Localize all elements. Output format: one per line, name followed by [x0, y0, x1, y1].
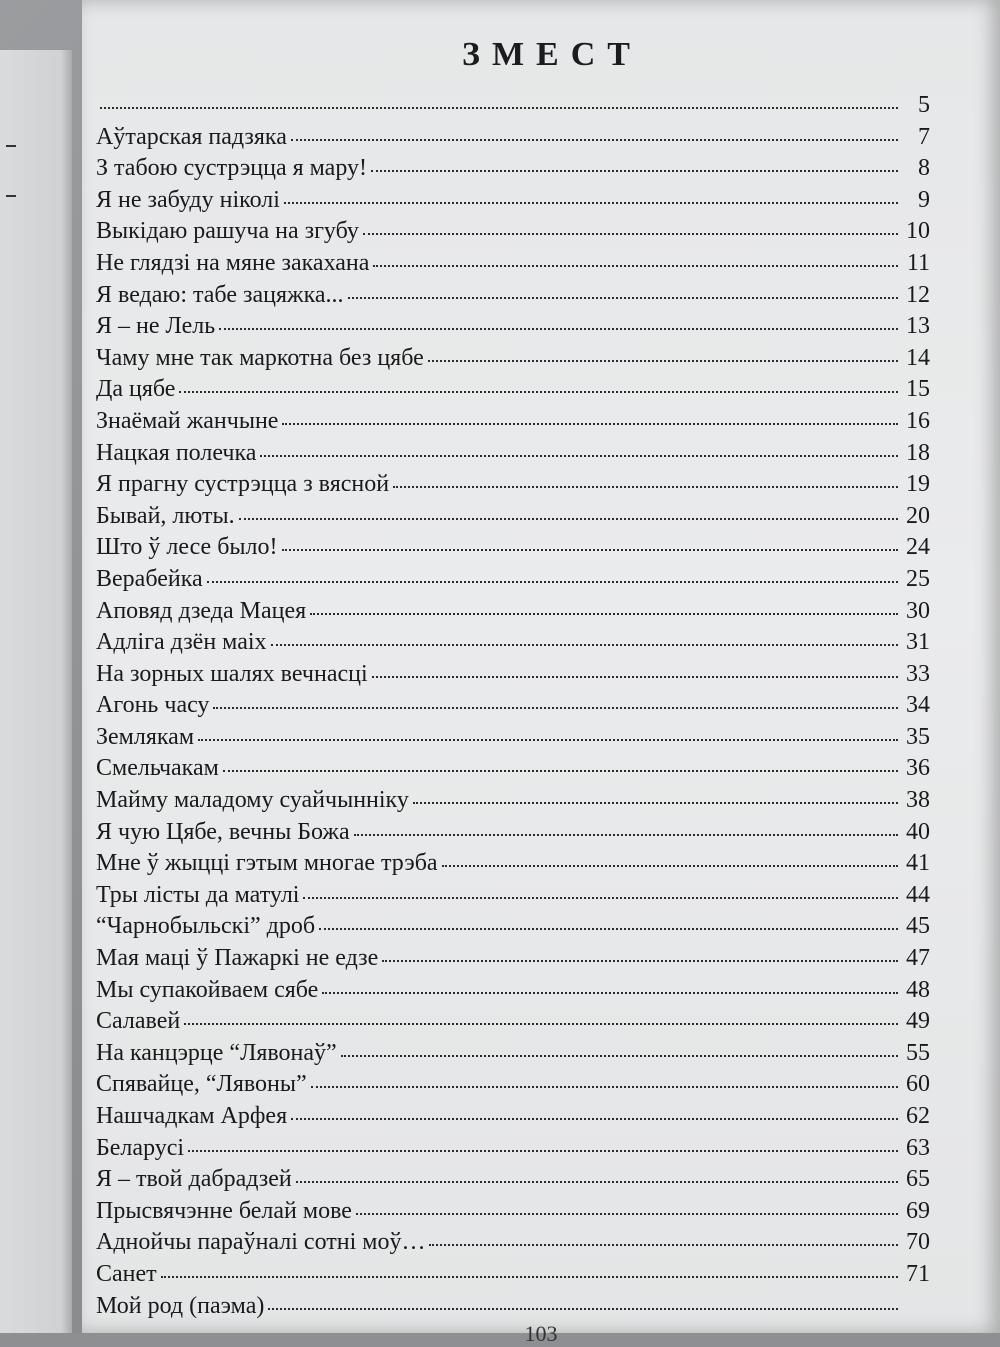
toc-entry	[96, 187, 930, 219]
toc-entry-title: Мы супакойваем сябе	[96, 976, 319, 1003]
toc-dot-leader	[303, 897, 898, 899]
toc-dot-leader	[373, 265, 898, 267]
toc-entry	[96, 1071, 930, 1103]
toc-entry-page: 18	[906, 439, 930, 466]
toc-dot-leader	[371, 170, 898, 172]
toc-entry-page: 70	[906, 1229, 930, 1256]
toc-dot-leader	[310, 613, 898, 615]
toc-entry	[96, 440, 930, 472]
toc-entry-title: Аповяд дзеда Мацея	[96, 597, 307, 624]
toc-entry-title: Чаму мне так маркотна без цябе	[96, 344, 424, 371]
toc-dot-leader	[239, 518, 898, 520]
toc-entry-title: Агонь часу	[96, 692, 210, 719]
toc-entry	[96, 1293, 930, 1325]
toc-entry-title: Што ў лесе было!	[96, 534, 278, 561]
toc-entry-title: Мой род (паэма)	[96, 1292, 265, 1319]
toc-dot-leader	[322, 992, 898, 994]
toc-entry-page: 38	[906, 787, 930, 814]
toc-entry-title: Аднойчы параўналі сотні моў…	[96, 1229, 426, 1256]
toc-dot-leader	[393, 486, 898, 488]
toc-entry-page: 60	[906, 1071, 930, 1098]
toc-entry-page: 9	[918, 186, 930, 213]
toc-entry-title: Салавей	[96, 1008, 181, 1035]
toc-entry-title: Я прагну сустрэцца з вясной	[96, 471, 390, 498]
toc-entry	[96, 155, 930, 187]
toc-dot-leader	[428, 360, 898, 362]
toc-entry	[96, 282, 930, 314]
toc-entry	[96, 724, 930, 756]
toc-dot-leader	[296, 1181, 898, 1183]
toc-entry-page: 34	[906, 692, 930, 719]
toc-entry-title: Верабейка	[96, 565, 203, 592]
toc-entry-title: Я не забуду ніколі	[96, 186, 280, 213]
toc-entry-title: Знаёмай жанчыне	[96, 407, 279, 434]
toc-dot-leader	[260, 455, 898, 457]
toc-entry-title: Санет	[96, 1260, 157, 1287]
toc-entry-page: 16	[906, 407, 930, 434]
left-page-edge	[0, 50, 72, 1333]
toc-entry-title: На зорных шалях вечнасці	[96, 660, 368, 687]
toc-entry-page: 49	[906, 1008, 930, 1035]
toc-dot-leader	[184, 1023, 898, 1025]
toc-dot-leader	[354, 834, 898, 836]
toc-entry-title: Землякам	[96, 723, 195, 750]
toc-dot-leader	[161, 1276, 898, 1278]
toc-entry-title: Майму маладому суайчынніку	[96, 787, 409, 814]
left-page-mark	[6, 145, 16, 147]
toc-entry-page: 7	[918, 123, 930, 150]
toc-entry-page: 31	[906, 629, 930, 656]
toc-dot-leader	[284, 202, 898, 204]
toc-entry	[96, 566, 930, 598]
toc-dot-leader	[198, 739, 898, 741]
toc-entry-title: Смельчакам	[96, 755, 219, 782]
toc-entry	[96, 250, 930, 282]
toc-entry	[96, 503, 930, 535]
toc-entry-page: 45	[906, 913, 930, 940]
toc-entry-page: 13	[906, 313, 930, 340]
table-of-contents	[96, 92, 930, 1324]
toc-dot-leader	[442, 865, 898, 867]
toc-entry-page: 5	[918, 92, 930, 118]
toc-entry	[96, 534, 930, 566]
toc-entry-title: “Чарнобыльскі” дроб	[96, 913, 316, 940]
toc-dot-leader	[179, 391, 898, 393]
toc-dot-leader	[207, 581, 898, 583]
toc-entry-page: 12	[906, 281, 930, 308]
toc-entry	[96, 345, 930, 377]
toc-entry-title: Я – твой дабрадзей	[96, 1166, 292, 1193]
toc-entry-page: 71	[906, 1260, 930, 1287]
toc-dot-leader	[382, 960, 898, 962]
toc-entry-page: 62	[906, 1103, 930, 1129]
toc-entry-title: Спявайце, “Лявоны”	[96, 1071, 307, 1098]
toc-entry-page: 15	[906, 376, 930, 403]
toc-dot-leader	[356, 1213, 898, 1215]
toc-dot-leader	[271, 644, 898, 646]
toc-entry-title: Не глядзі на мяне закахана	[96, 249, 370, 276]
toc-entry	[96, 124, 930, 156]
toc-entry-page: 35	[906, 723, 930, 750]
toc-dot-leader	[291, 139, 898, 141]
toc-entry-title: Я ведаю: табе зацяжка...	[96, 281, 344, 308]
toc-dot-leader	[282, 549, 898, 551]
toc-entry	[96, 1229, 930, 1261]
toc-heading: ЗМЕСТ	[462, 36, 642, 73]
toc-entry-page: 33	[906, 660, 930, 687]
toc-entry-page: 20	[906, 502, 930, 529]
toc-entry-page: 11	[906, 249, 930, 276]
toc-entry-page: 8	[918, 155, 930, 182]
toc-entry-title: Да цябе	[96, 376, 176, 403]
toc-dot-leader	[219, 328, 898, 330]
toc-dot-leader	[429, 1244, 898, 1246]
toc-entry-page: 55	[906, 1039, 930, 1066]
toc-dot-leader	[413, 802, 898, 804]
toc-entry-page: 44	[906, 881, 930, 908]
toc-entry-title: Я – не Лель	[96, 313, 216, 340]
toc-entry	[96, 882, 930, 914]
toc-entry-title: Мая маці ў Пажаркі не едзе	[96, 945, 379, 972]
toc-entry-page: 25	[906, 565, 930, 592]
toc-dot-leader	[223, 770, 898, 772]
toc-entry	[96, 977, 930, 1009]
toc-entry	[96, 1008, 930, 1040]
toc-dot-leader	[319, 928, 898, 930]
toc-entry-title: Тры лісты да матулі	[96, 881, 300, 908]
toc-entry	[96, 376, 930, 408]
toc-entry-title: Я чую Цябе, вечны Божа	[96, 818, 350, 845]
toc-entry-title: Адліга дзён маіх	[96, 629, 267, 656]
toc-entry-page: 36	[906, 755, 930, 782]
toc-dot-leader	[268, 1308, 898, 1310]
toc-entry	[96, 1198, 930, 1230]
toc-entry-title: Бывай, люты.	[96, 502, 235, 529]
toc-entry	[96, 218, 930, 250]
toc-entry	[96, 755, 930, 787]
toc-dot-leader	[363, 233, 898, 235]
toc-dot-leader	[188, 1150, 898, 1152]
toc-entry	[96, 598, 930, 630]
toc-entry	[96, 629, 930, 661]
toc-entry	[96, 1040, 930, 1072]
toc-entry	[96, 913, 930, 945]
toc-entry-title: Выкідаю рашуча на згубу	[96, 218, 359, 245]
toc-entry	[96, 471, 930, 503]
toc-dot-leader	[311, 1086, 898, 1088]
toc-entry-title: Нацкая полечка	[96, 439, 257, 466]
toc-entry-page: 40	[906, 818, 930, 845]
toc-entry	[96, 850, 930, 882]
toc-dot-leader	[213, 707, 898, 709]
toc-entry	[96, 819, 930, 851]
toc-entry	[96, 1261, 930, 1293]
toc-entry-page: 19	[906, 471, 930, 498]
toc-dot-leader	[341, 1055, 898, 1057]
toc-entry-title: Мне ў жыцці гэтым многае трэба	[96, 850, 438, 877]
toc-entry-page: 41	[906, 850, 930, 877]
book-page	[82, 0, 1000, 1346]
toc-entry-page: 24	[906, 534, 930, 561]
toc-entry	[96, 692, 930, 724]
toc-entry-page: 65	[906, 1166, 930, 1193]
toc-dot-leader	[291, 1118, 898, 1120]
toc-dot-leader	[348, 297, 898, 299]
toc-entry-page: 47	[906, 945, 930, 972]
toc-dot-leader	[372, 676, 898, 678]
left-page-mark	[6, 195, 16, 197]
toc-entry-title: На канцэрце “Лявонаў”	[96, 1039, 337, 1066]
toc-entry	[96, 1166, 930, 1198]
toc-entry	[96, 945, 930, 977]
toc-dot-leader	[282, 423, 898, 425]
toc-entry-page: 63	[906, 1134, 930, 1161]
page-number: 103	[524, 1321, 558, 1346]
toc-entry	[96, 313, 930, 345]
toc-entry-title: Нашчадкам Арфея	[96, 1103, 288, 1129]
toc-entry-page: 69	[906, 1197, 930, 1224]
toc-entry	[96, 661, 930, 693]
toc-entry	[96, 92, 930, 124]
toc-entry-title: Беларусі	[96, 1134, 185, 1161]
toc-entry	[96, 1135, 930, 1167]
toc-entry-page: 14	[906, 344, 930, 371]
toc-entry-page: 48	[906, 976, 930, 1003]
toc-entry-title: Прысвячэнне белай мове	[96, 1197, 352, 1224]
toc-dot-leader	[100, 107, 898, 109]
toc-entry	[96, 408, 930, 440]
toc-entry-page: 30	[906, 597, 930, 624]
toc-entry	[96, 787, 930, 819]
toc-entry-page: 10	[906, 218, 930, 245]
toc-entry-title: Аўтарская падзяка	[96, 123, 287, 150]
toc-entry-title: З табою сустрэцца я мару!	[96, 155, 367, 182]
toc-entry	[96, 1103, 930, 1135]
